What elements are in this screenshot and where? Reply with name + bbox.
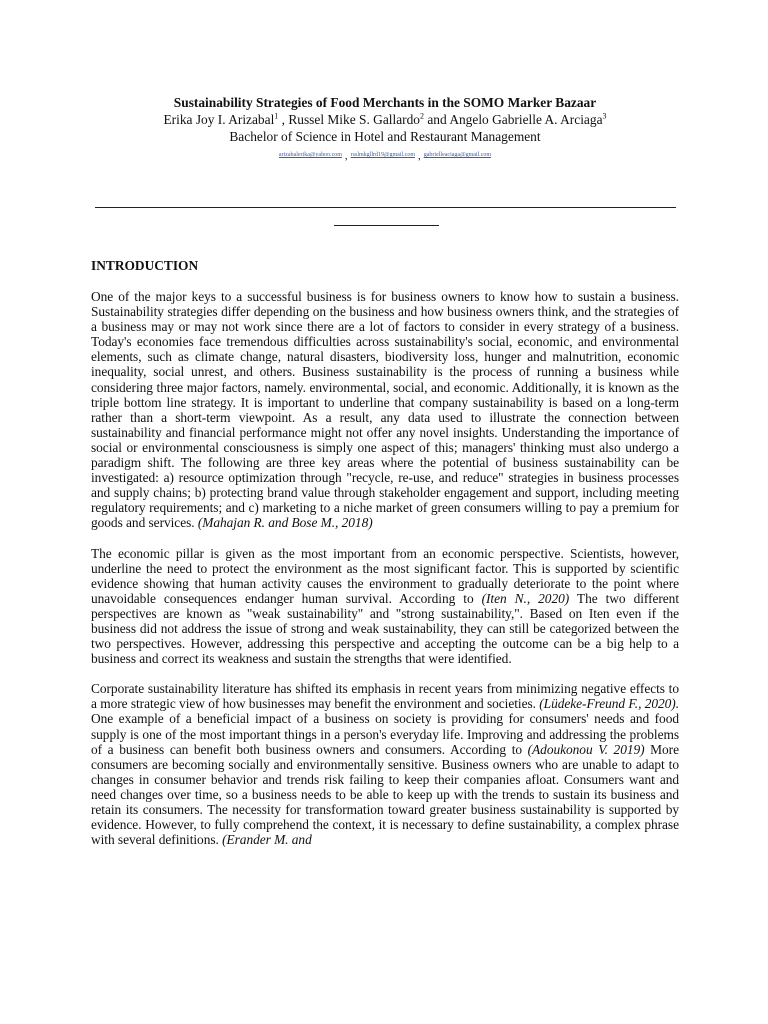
citation: (Iten N., 2020): [481, 590, 570, 606]
paragraph-text: The two different perspectives are known as "weak sustainability" and "strong sustainability,". Based on Iten even if the business did not address the issue of strong and weak sustainability, they can still be categorized between the two perspectives. However, addressing this perspective and accepting the outcome can be a big help to a business and correct its weakness and sustain the strengths that were identified.: [91, 590, 679, 667]
author-separator: and: [424, 112, 450, 127]
citation: (Adoukonou V. 2019): [527, 741, 645, 757]
section-heading: INTRODUCTION: [91, 258, 199, 273]
paragraph-1: [91, 289, 679, 531]
paragraph-3: [91, 681, 679, 847]
author-separator: ,: [278, 112, 289, 127]
paragraph-text: More consumers are becoming socially and environmentally sensitive. Business owners who are unable to adapt to changes in consumer behavior and trends risk failing to keep their companies afloat. Consumers want and need changes over time, so a business needs to be able to keep up with the trends to sustain its business and retain its consumers. The necessity for transformation toward greater business sustainability is supported by evidence. However, to fully comprehend the context, it is necessary to define sustainability, a complex phrase with several definitions.: [91, 741, 679, 848]
horizontal-rule: [95, 207, 676, 208]
author-name: Erika Joy I. Arizabal: [163, 112, 275, 127]
author-name: Russel Mike S. Gallardo: [288, 112, 421, 127]
email-separator: ,: [344, 150, 348, 162]
email-line: [91, 148, 679, 160]
email-link[interactable]: rsslmkgllrd19@gmail.com: [350, 152, 416, 158]
author-line: [91, 111, 679, 128]
author-name: Angelo Gabrielle A. Arciaga: [449, 112, 603, 127]
horizontal-rule-short: [334, 225, 439, 226]
citation: (Erander M. and: [222, 832, 312, 848]
citation: (Mahajan R. and Bose M., 2018): [194, 515, 373, 531]
citation: (Lüdeke-Freund F., 2020).: [539, 696, 679, 712]
body-text: [91, 289, 679, 862]
paragraph-text: Corporate sustainability literature has shifted its emphasis in recent years from minimizing negative effects to a more strategic view of how businesses may benefit the environment and societies.: [91, 681, 679, 712]
paragraph-2: [91, 546, 679, 667]
email-link[interactable]: arizabalerika@yahoo.com: [278, 152, 342, 158]
author-affiliation-marker: 1: [274, 111, 279, 121]
paper-title: Sustainability Strategies of Food Merchants in the SOMO Marker Bazaar: [173, 95, 597, 110]
author-affiliation-marker: 3: [602, 111, 607, 121]
email-separator: ,: [418, 150, 421, 162]
email-link[interactable]: gabrielleaciaga@gmail.com: [423, 152, 492, 158]
paragraph-text: One of the major keys to a successful business is for business owners to know how to sustain a business. Sustainability strategies differ depending on the business and how business owners think, and the strategies of a business may or may not work since there are a lot of factors to consider in every strategy of a business. Today's economies face tremendous difficulties across sustainability's social, economic, and environmental elements, such as climate change, natural disasters, biodiversity loss, hunger and malnutrition, economic inequality, social unrest, and others. Business sustainability is the process of running a business while considering three major factors, namely. environmental, social, and economic. Additionally, it is known as the triple bottom line strategy. It is important to underline that company sustainability is based on a long-term rather than a short-term viewpoint. As a result, any data used to illustrate the connection between sustainability and financial performance might not offer any novel insights. Understanding the importance of social or environmental consciousness is simply one aspect of this; managers' thinking must also undergo a paradigm shift. The following are three key areas where the potential of business sustainability can be investigated: a) resource optimization through "recycle, re-use, and reduce" strategies in business processes and supply chains; b) protecting brand value through stakeholder engagement and support, including meeting regulatory requirements; and c) marketing to a niche market of green consumers willing to pay a premium for goods and services.: [91, 289, 679, 531]
paragraph-text: One example of a beneficial impact of a business on society is providing for consumers' needs and food supply is one of the most important things in a person's everyday life. Improving and addressing the problems of a business can benefit both business owners and consumers. According to: [91, 711, 679, 757]
author-affiliation-marker: 2: [420, 111, 425, 121]
degree-program: Bachelor of Science in Hotel and Restaurant Management: [229, 129, 541, 144]
paragraph-text: The economic pillar is given as the most important from an economic perspective. Scientists, however, underline the need to protect the environment as the most significant factor. This is supported by scientific evidence showing that human activity causes the environment to gradually deteriorate to the point where unavoidable consequences endanger human survival. According to: [91, 545, 679, 606]
